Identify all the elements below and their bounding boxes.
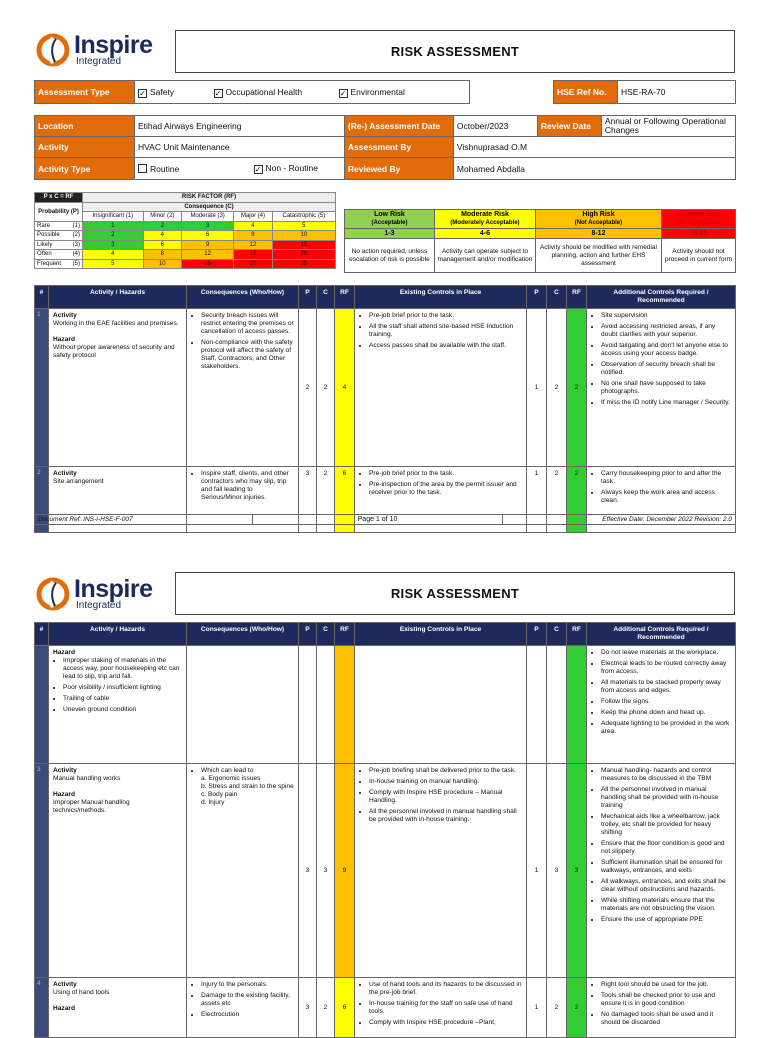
legend-description: No action required, unless escalation of risk is possible (345, 239, 435, 273)
legend-range: 15-25 (661, 229, 735, 239)
column-header: Activity / Hazards (49, 286, 187, 309)
logo-flame-icon (36, 33, 70, 67)
legend-risk-level: High Risk (Not Acceptable) (536, 210, 662, 229)
matrix-probability: Probability (P) (35, 202, 83, 221)
matrix-row-label: Often (4) (35, 250, 83, 260)
list-item: • Security breach issues will restrict entering the premises or cancellation of access passes. (201, 312, 294, 336)
list-item: • Tools shall be checked prior to use and ensure it is in good condition (601, 992, 731, 1008)
matrix-risk-factor: RISK FACTOR (RF) (83, 193, 336, 203)
c-value: 2 (317, 978, 335, 1038)
list-item: • No one shall have supposed to take photographs. (601, 380, 731, 396)
matrix-cell: 3 (83, 240, 144, 250)
list-item: • Manual handling- hazards and control measures to be discussed in the TBM (601, 767, 731, 783)
list-item: • Uneven ground condition (63, 706, 182, 714)
matrix-cell: 6 (182, 231, 234, 241)
list-item: • Always keep the work area and access clean. (601, 489, 731, 505)
p2-value: 1 (527, 309, 547, 467)
list-item: • All the personnel involved in manual handling shall be provided with in-house training (601, 786, 731, 810)
list-item: • Inspire staff, clients, and other contractors who may slip, trip and fall leading to Serious/Minor injuries. (201, 470, 294, 502)
list-item: d. Injury (201, 799, 225, 806)
list-item: • Ensure the use of appropriate PPE (601, 916, 731, 924)
matrix-col-header: Insignificant (1) (83, 212, 144, 222)
list-item: • In-house training on manual handling. (369, 778, 522, 786)
p2-value: 1 (527, 978, 547, 1038)
additional-controls-list (591, 981, 731, 1027)
hse-ref-value: HSE-RA-70 (618, 81, 736, 104)
list-item: • Poor visibility / insufficient lighting (63, 684, 182, 692)
hazard-list (53, 657, 182, 714)
legend-range: 1-3 (345, 229, 435, 239)
assessment-type-table (34, 80, 736, 104)
p-value: 3 (299, 978, 317, 1038)
list-item: • Keep the phone down and head up. (601, 709, 731, 717)
legend-risk-level: Moderate Risk (Moderately Acceptable) (434, 210, 535, 229)
activity-text: Using of hand tools (53, 989, 110, 996)
rf-value: 4 (335, 309, 355, 467)
matrix-row-label: Likely (3) (35, 240, 83, 250)
c-value: 3 (317, 764, 335, 978)
p2-value: 1 (527, 764, 547, 978)
reassess-date-label: (Re-) Assessment Date (344, 116, 453, 137)
matrix-cell: 25 (272, 259, 335, 269)
list-item: • Right tool should be used for the job. (601, 981, 731, 989)
p-value: 3 (299, 467, 317, 533)
controls-list (359, 767, 522, 824)
list-item: • Use of hand tools and its hazards to be discussed in the pre-job brief. (369, 981, 522, 997)
matrix-cell: 16 (234, 250, 272, 260)
activity-heading: Activity (53, 470, 77, 477)
column-header: P (299, 286, 317, 309)
routine-checkbox[interactable] (138, 164, 147, 173)
controls-list (359, 981, 522, 1027)
list-item: • No damaged tools shall be used and it should be discarded (601, 1011, 731, 1027)
list-item: • Pre-inspection of the area by the permit issuer and receiver prior to the task. (369, 481, 522, 497)
footer-page-number: Page 1 of 10 (253, 515, 503, 525)
column-header: Existing Controls in Place (355, 623, 527, 646)
list-item: • Sufficient illumination shall be ensured for walkways, entrances, and exits (601, 859, 731, 875)
hazard-heading: Hazard (53, 791, 75, 798)
list-item: • Electrocution (201, 1011, 294, 1019)
column-header: # (35, 286, 49, 309)
list-item: b. Stress and strain to the spine (201, 783, 294, 790)
legend-description: Activity should be modified with remedial planning, action and further EHS assessment (536, 239, 662, 273)
environmental-checkbox[interactable]: ✓ (339, 88, 347, 98)
column-header: P (299, 623, 317, 646)
list-item: • Site supervision (601, 312, 731, 320)
activity-text: Working in the EAE facilities and premises. (53, 320, 179, 327)
list-item: • Trailing of cable (63, 695, 182, 703)
page-title-2: RISK ASSESSMENT (175, 572, 735, 615)
column-header: Activity / Hazards (49, 623, 187, 646)
consequence-intro: Which can lead to (201, 767, 254, 774)
logo-sub: Integrated (76, 56, 122, 67)
matrix-cell: 10 (272, 231, 335, 241)
reassess-date-value: October/2023 (453, 116, 537, 137)
column-header: C (547, 623, 567, 646)
list-item: • Damage to the existing facility, assets etc (201, 992, 294, 1008)
matrix-col-header: Catastrophic (5) (272, 212, 335, 222)
additional-controls-list (591, 767, 731, 924)
column-header: Additional Controls Required / Recommended (587, 286, 736, 309)
hazard-heading: Hazard (53, 649, 75, 656)
matrix-col-header: Minor (2) (143, 212, 181, 222)
column-header: C (317, 623, 335, 646)
hazard-text: Without proper awareness of security and safety protocol (53, 344, 175, 359)
occupational-health-checkbox[interactable]: ✓ (214, 88, 222, 98)
risk-legend (344, 209, 736, 273)
row-number: 4 (35, 978, 49, 1038)
activity-value: HVAC Unit Maintenance (135, 137, 345, 158)
logo-flame-icon (36, 577, 70, 611)
p-value: 3 (299, 764, 317, 978)
list-item: • Non-compliance with the safety protocol will affect the safety of Staff, Contractors, and Other stakeholders. (201, 339, 294, 371)
p2-value: 1 (527, 467, 547, 533)
legend-risk-level: Extreme Risk (Not Acceptable) (661, 210, 735, 229)
type-environmental[interactable]: ✓ Environmental (336, 81, 470, 104)
list-item: • Carry housekeeping prior to and after the task. (601, 470, 731, 486)
activity-label: Activity (35, 137, 135, 158)
column-header: RF (335, 623, 355, 646)
table-row (35, 764, 736, 978)
list-item: • Injury to the personals. (201, 981, 294, 989)
list-item: • All materials to be stacked properly away from access and edges. (601, 679, 731, 695)
matrix-cell: 4 (83, 250, 144, 260)
risk-matrix (34, 192, 336, 269)
column-header: P (527, 286, 547, 309)
activity-type-label: Activity Type (35, 158, 135, 180)
column-header: RF (567, 286, 587, 309)
matrix-cell: 10 (143, 259, 181, 269)
list-item: • Pre-job briefing shall be delivered prior to the task. (369, 767, 522, 775)
list-item: • Ensure that the floor condition is good and not slippery (601, 840, 731, 856)
list-item: a. Ergonomic issues (201, 775, 261, 782)
rf-value: 9 (335, 764, 355, 978)
matrix-cell: 2 (83, 231, 144, 241)
matrix-cell: 8 (143, 250, 181, 260)
column-header: Consequences (Who/How) (187, 623, 299, 646)
list-item: • Mechanical aids like a wheelbarrow, jack trolley, etc shall be provided for heavy shifting (601, 813, 731, 837)
list-item: • Comply with Inspire HSE procedure –Plant, (369, 1019, 522, 1027)
hazard-text: Improper Manual handling technics/methods. (53, 799, 130, 814)
matrix-formula: P x C = RF (35, 193, 83, 203)
list-item: • Improper staking of materials in the access way, poor housekeeping etc can lead to slip, trip and fall. (63, 657, 182, 681)
list-item: • If miss the ID notify Line manager / Security. (601, 399, 731, 407)
c-value: 2 (317, 309, 335, 467)
list-item: • Avoid tailgating and don't let anyone else to access using your access badge. (601, 342, 731, 358)
column-header: Existing Controls in Place (355, 286, 527, 309)
matrix-col-header: Moderate (3) (182, 212, 234, 222)
column-header: C (317, 286, 335, 309)
rf2-value: 2 (567, 467, 587, 533)
additional-controls-list (591, 470, 731, 505)
additional-controls-list (591, 649, 731, 736)
matrix-cell: 9 (182, 240, 234, 250)
logo-sub: Integrated (76, 600, 122, 611)
controls-list (359, 470, 522, 497)
type-safety[interactable]: ✓ Safety (135, 81, 211, 104)
reviewed-by-label: Reviewed By (344, 158, 453, 180)
activity-heading: Activity (53, 981, 77, 988)
row-number: 3 (35, 764, 49, 978)
footer-doc-ref: Document Ref: INS-I-HSE-F-007 (35, 515, 253, 525)
matrix-cell: 20 (234, 259, 272, 269)
activity-text: Site arrangement (53, 478, 104, 485)
additional-controls-list (591, 312, 731, 407)
review-date-value: Annual or Following Operational Changes (601, 116, 735, 137)
list-item: • Electrical leads to be routed correctly away from access. (601, 660, 731, 676)
matrix-cell: 12 (182, 250, 234, 260)
matrix-row-label: Frequent (5) (35, 259, 83, 269)
activity-text: Manual handling works (53, 775, 121, 782)
matrix-cell: 15 (272, 240, 335, 250)
matrix-col-header: Major (4) (234, 212, 272, 222)
row-number: 2 (35, 467, 49, 533)
column-header: P (527, 623, 547, 646)
list-item: • Observation of security breach shall be notified. (601, 361, 731, 377)
controls-list (359, 312, 522, 350)
logo-brand: Inspire (74, 575, 153, 603)
hazard-heading: Hazard (53, 1005, 75, 1012)
rf2-value: 3 (567, 764, 587, 978)
list-item: • All walkways, entrances, and exits shall be clear without obstructions and hazards. (601, 878, 731, 894)
list-item: • All the personnel involved in manual handling shall be provided with in-house training. (369, 808, 522, 824)
table-row (35, 646, 736, 764)
column-header: Consequences (Who/How) (187, 286, 299, 309)
matrix-cell: 5 (272, 221, 335, 231)
column-header: # (35, 623, 49, 646)
risk-table-page1 (34, 285, 736, 533)
matrix-cell: 8 (234, 231, 272, 241)
table-row (35, 978, 736, 1038)
consequences-list (191, 981, 294, 1019)
list-item: • Adequate lighting to be provided in the work area. (601, 720, 731, 736)
company-logo (36, 33, 152, 67)
matrix-cell: 6 (143, 240, 181, 250)
legend-risk-level: Low Risk (Acceptable) (345, 210, 435, 229)
consequences-list (191, 312, 294, 371)
hazard-heading: Hazard (53, 336, 75, 343)
consequence-items (201, 775, 294, 807)
safety-checkbox[interactable]: ✓ (139, 88, 146, 98)
legend-description: Activity can operate subject to management and/or modification (434, 239, 535, 273)
rf2-value: 2 (567, 978, 587, 1038)
location-value: Etihad Airways Engineering (135, 116, 345, 137)
hse-ref-label: HSE Ref No. (554, 81, 618, 104)
list-item: c. Body pain (201, 791, 238, 798)
legend-description: Activity should not proceed in current form (661, 239, 735, 273)
c2-value: 2 (547, 467, 567, 533)
rf-value: 6 (335, 467, 355, 533)
matrix-cell: 2 (143, 221, 181, 231)
location-table (34, 115, 736, 180)
list-item: • Pre-job brief prior to the task. (369, 470, 522, 478)
location-label: Location (35, 116, 135, 137)
page-title: RISK ASSESSMENT (175, 30, 735, 73)
matrix-row-label: Rare (1) (35, 221, 83, 231)
rf-value: 6 (335, 978, 355, 1038)
matrix-row-label: Possible (2) (35, 231, 83, 241)
review-date-label: Review Date (537, 116, 601, 137)
c2-value: 2 (547, 978, 567, 1038)
matrix-cell: 12 (234, 240, 272, 250)
list-item: • All the staff shall attend site-based HSE Induction training. (369, 323, 522, 339)
consequences-list (191, 470, 294, 502)
column-header: RF (567, 623, 587, 646)
list-item: • Follow the signs. (601, 698, 731, 706)
column-header: RF (335, 286, 355, 309)
logo-brand: Inspire (74, 31, 153, 59)
routine-option[interactable]: Routine (135, 158, 251, 180)
assessment-type-label: Assessment Type (35, 81, 135, 104)
activity-heading: Activity (53, 312, 77, 319)
matrix-cell: 20 (272, 250, 335, 260)
list-item: • In-house training for the staff on safe use of hand tools. (369, 1000, 522, 1016)
list-item: • While shifting materials ensure that the materials are not obstructing the vision. (601, 897, 731, 913)
table-row (35, 309, 736, 467)
assessed-by-value: Vishnuprasad O.M (453, 137, 735, 158)
c2-value: 3 (547, 764, 567, 978)
footer-effective-date: Effective Date: December 2022 Revision: 2.0 (503, 515, 736, 525)
matrix-consequence: Consequence (C) (83, 202, 336, 212)
company-logo-2 (36, 577, 152, 611)
matrix-cell: 15 (182, 259, 234, 269)
column-header: C (547, 286, 567, 309)
legend-range: 4-6 (434, 229, 535, 239)
nonroutine-checkbox[interactable]: ✓ (254, 165, 262, 174)
c2-value: 2 (547, 309, 567, 467)
list-item: • Comply with Inspire HSE procedure – Manual Handling. (369, 789, 522, 805)
nonroutine-option[interactable]: ✓ Non - Routine (251, 158, 345, 180)
matrix-cell: 1 (83, 221, 144, 231)
matrix-cell: 5 (83, 259, 144, 269)
list-item: • Pre-job brief prior to the task. (369, 312, 522, 320)
c-value: 2 (317, 467, 335, 533)
list-item: • Avoid accessing restricted areas, if any doubt clarifies with your superior. (601, 323, 731, 339)
row-number: 1 (35, 309, 49, 467)
reviewed-by-value: Mohamed Abdalla (453, 158, 735, 180)
type-occupational-health[interactable]: ✓ Occupational Health (211, 81, 336, 104)
matrix-cell: 4 (234, 221, 272, 231)
activity-heading: Activity (53, 767, 77, 774)
assessed-by-label: Assessment By (344, 137, 453, 158)
column-header: Additional Controls Required / Recommended (587, 623, 736, 646)
rf2-value: 2 (567, 309, 587, 467)
list-item: • Do not leave materials at the workplace. (601, 649, 731, 657)
legend-range: 8-12 (536, 229, 662, 239)
risk-table-page2 (34, 622, 736, 1038)
page-footer (34, 514, 736, 525)
list-item: • Access passes shall be available with the staff. (369, 342, 522, 350)
matrix-cell: 4 (143, 231, 181, 241)
matrix-cell: 3 (182, 221, 234, 231)
p-value: 2 (299, 309, 317, 467)
